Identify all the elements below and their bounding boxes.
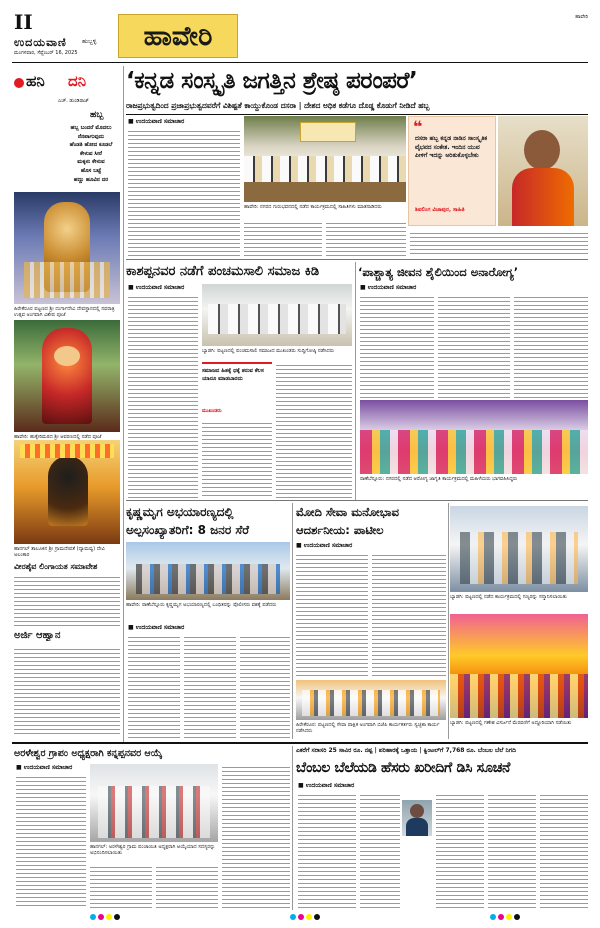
- brief-2-text: [14, 646, 120, 736]
- bottom-right-headline: ಬೆಂಬಲ ಬೆಲೆಯಡಿ ಹೆಸರು ಖರೀದಿಗೆ ಡಿಸಿ ಸೂಚನೆ: [296, 760, 511, 776]
- story-4-text-col-1: [128, 634, 180, 738]
- story-2-photo: [202, 284, 352, 346]
- idol-caption-1: ಹಿರೇಕೆರೂರ ಪಟ್ಟಣದ ಶ್ರೀ ದುರ್ಗಾದೇವಿ ದೇವಸ್ಥಾನದಲ್ಲಿ ನವರಾತ್ರಿ ಉತ್ಸವ ಅಂಗವಾಗಿ ವಿಶೇಷ ಪೂಜೆ: [14, 306, 115, 318]
- story-3-text-col-2: [438, 294, 510, 398]
- story-5-side-photo-1: [450, 506, 588, 592]
- story-2-text-col-2: [276, 362, 352, 498]
- idol-photo-3: [14, 440, 120, 544]
- story-3-photo-caption: ರಾಣೆಬೆನ್ನೂರು: ನಗರದಲ್ಲಿ ನಡೆದ ಆರೋಗ್ಯ ಜಾಗೃತಿ ಕಾರ್ಯಕ್ರಮದಲ್ಲಿ ಮಹಿಳೆಯರು ಭಾಗವಹಿಸಿದ್ದರು: [360, 476, 518, 482]
- registration-marks: [0, 912, 600, 924]
- story-5-byline: ■ ಉದಯವಾಣಿ ಸಮಾಚಾರ: [296, 542, 353, 549]
- bottom-right-portrait: [402, 800, 432, 836]
- masthead: [0, 0, 600, 62]
- story-2-text-col-1: [128, 294, 198, 498]
- lead-text-col-4: [410, 230, 588, 256]
- poem-title: ಹಬ್ಬ: [90, 110, 104, 120]
- story-4-text-col-3: [240, 634, 290, 738]
- lead-quote-text: ದಸರಾ ಹಬ್ಬ ಕನ್ನಡ ನಾಡಿನ ಸಾಂಸ್ಕೃತಿಕ ವೈಭವದ ಸಂಕೇತ. ಇಂದಿನ ಯುವ ಪೀಳಿಗೆ ಇದನ್ನು ಅರಿತುಕೊಳ್ಳಬೇಕು: [415, 135, 488, 159]
- story-2-headline: ಕಾಶಪ್ಪನವರ ನಡೆಗೆ ಪಂಚಮಸಾಲಿ ಸಮಾಜ ಕಿಡಿ: [126, 264, 320, 279]
- story-2-text-col-3: [202, 420, 272, 498]
- bottom-right-text-col-5: [540, 792, 588, 908]
- brief-2-headline: ಅರ್ಜಿ ಆಹ್ವಾನ: [14, 630, 61, 641]
- brief-1-text: [14, 574, 120, 626]
- column-logo: [14, 72, 114, 94]
- lead-bottom-rule: [126, 259, 588, 260]
- bottom-left-text-col-3: [156, 864, 218, 908]
- poem-line: ಹಣ್ಣು ಹೂವಿನ ದರ: [73, 176, 109, 183]
- page-marker: ಹಾವೇರಿ: [575, 14, 588, 20]
- bottom-left-photo: [90, 764, 218, 842]
- story-5-side-divider: [448, 503, 449, 739]
- story-4-text-col-2: [184, 634, 236, 738]
- district-title: ಹಾವೇರಿ: [143, 21, 213, 52]
- story-4-photo-caption: ಹಾವೇರಿ: ರಾಣೆಬೆನ್ನೂರು ಕೃಷ್ಣಮೃಗ ಅಭಯಾರಣ್ಯದಲ್ಲಿ ಬಂಧಿತರನ್ನು ಪೊಲೀಸರು ವಶಕ್ಕೆ ಪಡೆದರು: [126, 602, 277, 608]
- idol-photo-2: [14, 320, 120, 432]
- column-logo-b: ದನಿ: [68, 72, 87, 90]
- column-author: ಎಚ್. ಡುಂಡಿರಾಜ್: [58, 98, 89, 104]
- edition-tag: ಹುಬ್ಬಳ್ಳಿ: [82, 38, 97, 45]
- story-2-photo-caption: ಬ್ಯಾಡಗಿ: ಪಟ್ಟಣದಲ್ಲಿ ಪಂಚಮಸಾಲಿ ಸಮಾಜದ ಮುಖಂಡರು ಸುದ್ದಿಗೋಷ್ಠಿ ನಡೆಸಿದರು: [202, 348, 335, 354]
- poem-line: ನೆನಪಾಗುವುದು: [77, 133, 105, 140]
- masthead-rule: [12, 62, 588, 63]
- bottom-right-byline: ■ ಉದಯವಾಣಿ ಸಮಾಚಾರ: [298, 782, 355, 789]
- date-line: ಮಂಗಳವಾರ, ಸೆಪ್ಟೆಂಬರ್ 16, 2025: [14, 50, 78, 56]
- bottom-right-text-col-1: [298, 792, 356, 908]
- bottom-left-headline: ಅರಳೇಶ್ವರ ಗ್ರಾಪಂ ಅಧ್ಯಕ್ಷರಾಗಿ ಕನ್ನಪ್ಪನವರ ಆಯ್ಕೆ: [14, 748, 163, 759]
- poem-line: ಹೊಸ ಬಟ್ಟೆ: [80, 167, 102, 174]
- story-2-byline: ■ ಉದಯವಾಣಿ ಸಮಾಚಾರ: [128, 284, 185, 291]
- story-5-text-col-1: [296, 552, 368, 678]
- story-3-headline: ‘ಪಾಶ್ಚಾತ್ಯ ಜೀವನ ಶೈಲಿಯಿಂದ ಅನಾರೋಗ್ಯ’: [358, 265, 519, 279]
- story-5-headline-line-2: ಆದರ್ಶನೀಯ: ಪಾಟೀಲ: [296, 523, 384, 537]
- lead-text-col-1: [128, 128, 240, 256]
- poem-line: ಕೇಳುವ ಸೀರೆ: [79, 150, 103, 157]
- lead-photo-caption: ಹಾವೇರಿ: ನಗರದ ಗುರುಭವನದಲ್ಲಿ ನಡೆದ ಕಾರ್ಯಕ್ರಮದಲ್ಲಿ ಸಾಹಿತಿಗಳು ಮಾತನಾಡಿದರು: [244, 204, 382, 210]
- bottom-left-text-col-2: [90, 864, 152, 908]
- bottom-right-text-col-2: [360, 792, 400, 908]
- bottom-left-photo-caption: ಹಾನಗಲ್: ಅರಳೇಶ್ವರ ಗ್ರಾಮ ಪಂಚಾಯಿತಿ ಅಧ್ಯಕ್ಷರಾಗಿ ಆಯ್ಕೆಯಾದ ಸದಸ್ಯರನ್ನು ಅಭಿನಂದಿಸಲಾಯಿತು: [90, 844, 216, 856]
- poem-line: ಮಕ್ಕಳು ಕೇಳುವ: [77, 159, 105, 166]
- lead-quote-author: ಶಿವಲಿಂಗ ವಿಜಾಪುರ, ಸಾಹಿತಿ: [415, 207, 465, 213]
- lead-portrait: [498, 116, 588, 226]
- poem-block: [60, 124, 122, 184]
- story-3-byline: ■ ಉದಯವಾಣಿ ಸಮಾಚಾರ: [360, 284, 417, 291]
- story-3-text-col-3: [514, 294, 588, 398]
- bottom-right-text-col-3: [436, 792, 484, 908]
- bottom-band-rule: [12, 742, 588, 744]
- story-5-side-caption-2: ಬ್ಯಾಡಗಿ: ಪಟ್ಟಣದಲ್ಲಿ ಗಣೇಶ ವಿಸರ್ಜನೆ ಮೆರವಣಿಗೆ ಅದ್ಧೂರಿಯಾಗಿ ನಡೆಯಿತು: [450, 720, 572, 726]
- story-3-divider: [355, 262, 356, 500]
- lead-text-col-2: [244, 220, 322, 256]
- story-5-side-caption-1: ಬ್ಯಾಡಗಿ: ಪಟ್ಟಣದಲ್ಲಿ ನಡೆದ ಕಾರ್ಯಕ್ರಮದಲ್ಲಿ ಗಣ್ಯರನ್ನು ಸನ್ಮಾನಿಸಲಾಯಿತು: [450, 594, 567, 600]
- column-logo-a: ಹನಿ: [26, 72, 45, 90]
- column-logo-dot-icon: [14, 78, 24, 88]
- story-5-side-photo-2: [450, 614, 588, 718]
- idol-caption-3: ಹಾನಗಲ್ ತಾಲೂಕಿನ ಶ್ರೀ ಗ್ರಾಮದೇವತೆ (ದ್ಯಾಮವ್ವ) ದೇವಿ ಅಲಂಕಾರ: [14, 546, 105, 558]
- story-4-headline-line-1: ಕೃಷ್ಣಮೃಗ ಅಭಯಾರಣ್ಯದಲ್ಲಿ: [126, 505, 234, 519]
- bottom-left-text-col-4: [222, 764, 290, 908]
- story-2-quote-text: ಸಮಾಜದ ಹಿತಕ್ಕೆ ಧಕ್ಕೆ ತರುವ ಕೆಲಸ ಯಾರೂ ಮಾಡಬಾರದು: [202, 368, 264, 382]
- lead-headline: ‘ಕನ್ನಡ ಸಂಸ್ಕೃತಿ ಜಗತ್ತಿನ ಶ್ರೇಷ್ಠ ಪರಂಪರೆ’: [126, 68, 418, 94]
- page-number: II: [14, 10, 33, 34]
- publication-name: ಉದಯವಾಣಿ: [14, 36, 67, 49]
- sidebar-divider: [123, 66, 124, 742]
- story-3-photo: [360, 400, 588, 474]
- lead-photo: [244, 116, 406, 202]
- bottom-right-kicker: ಎಕರೆಗೆ ಸರಾಸರಿ 25 ಸಾವಿರ ರೂ. ನಷ್ಟ | ಪರಿಹಾರಕ್ಕೆ ಒತ್ತಾಯ | ಕ್ವಿಂಟಲ್‌ಗೆ 7,768 ರೂ. ಬೆಂಬಲ ಬೆಲೆ ನಿಗದಿ: [296, 747, 516, 754]
- idol-caption-2: ಹಾವೇರಿ: ಹುಕ್ಕೇರಿಮಠದ ಶ್ರೀ ಆವರಣದಲ್ಲಿ ನಡೆದ ಪೂಜೆ: [14, 434, 102, 440]
- bottom-divider: [292, 746, 293, 910]
- story-4-photo: [126, 542, 290, 600]
- district-title-box: [118, 14, 238, 58]
- story-5-photo: [296, 680, 446, 720]
- bottom-left-byline: ■ ಉದಯವಾಣಿ ಸಮಾಚಾರ: [16, 764, 73, 771]
- story-4-headline-line-2: ಅಲ್ಪಸಂಖ್ಯಾತರಿಗೆ: 8 ಜನರ ಸೆರೆ: [126, 523, 250, 537]
- story-5-divider: [292, 503, 293, 739]
- bottom-right-text-col-4: [488, 792, 536, 908]
- brief-1-headline: ವೀರಶೈವ ಲಿಂಗಾಯತ ಸಮಾವೇಶ: [14, 562, 98, 571]
- poem-line: ಹೆಂಡತಿ ಹೋದ ಕೂಡಲೆ: [69, 142, 113, 149]
- poem-line: ಹಬ್ಬ ಬಂದರೆ ಮೊದಲು: [70, 125, 112, 131]
- lead-byline: ■ ಉದಯವಾಣಿ ಸಮಾಚಾರ: [128, 118, 185, 125]
- story-2-quote-author: ಮುಖಂಡರು: [202, 408, 222, 414]
- story-5-headline-line-1: ಮೋದಿ ಸೇವಾ ಮನೋಭಾವ: [296, 505, 399, 519]
- lead-rule: [126, 114, 588, 115]
- lead-quote-box: [408, 116, 496, 226]
- mid-rule: [126, 500, 588, 501]
- idol-photo-1: [14, 192, 120, 304]
- lead-subhead: ರಾಜಪ್ರಭುತ್ವದಿಂದ ಪ್ರಜಾಪ್ರಭುತ್ವದವರೆಗೆ ವಿಶಿಷ್ಟತೆ ಕಾಯ್ದುಕೊಂಡ ದಸರಾ | ದೇಶದ ಅಧಿಕ ಕಡೆಗೂ ದೊಡ್ಡ ಕೊಡುಗೆ ನೀಡಿದೆ ಹಬ್ಬ: [126, 101, 430, 110]
- story-5-text-col-2: [372, 552, 446, 678]
- bottom-left-text-col-1: [16, 774, 86, 908]
- story-4-byline: ■ ಉದಯವಾಣಿ ಸಮಾಚಾರ: [128, 624, 185, 631]
- story-5-photo-caption: ಹಿರೇಕೆರೂರ: ಪಟ್ಟಣದಲ್ಲಿ ಸೇವಾ ಪಾಕ್ಷಿಕ ಅಂಗವಾಗಿ ಬಿಜೆಪಿ ಕಾರ್ಯಕರ್ತರು ಸ್ವಚ್ಛತಾ ಕಾರ್ಯ ನಡೆಸಿದರು: [296, 722, 440, 734]
- story-2-quote-box: [202, 362, 272, 418]
- lead-text-col-3: [326, 220, 406, 256]
- quote-mark-icon: ❝: [413, 117, 423, 136]
- story-3-text-col-1: [360, 294, 434, 398]
